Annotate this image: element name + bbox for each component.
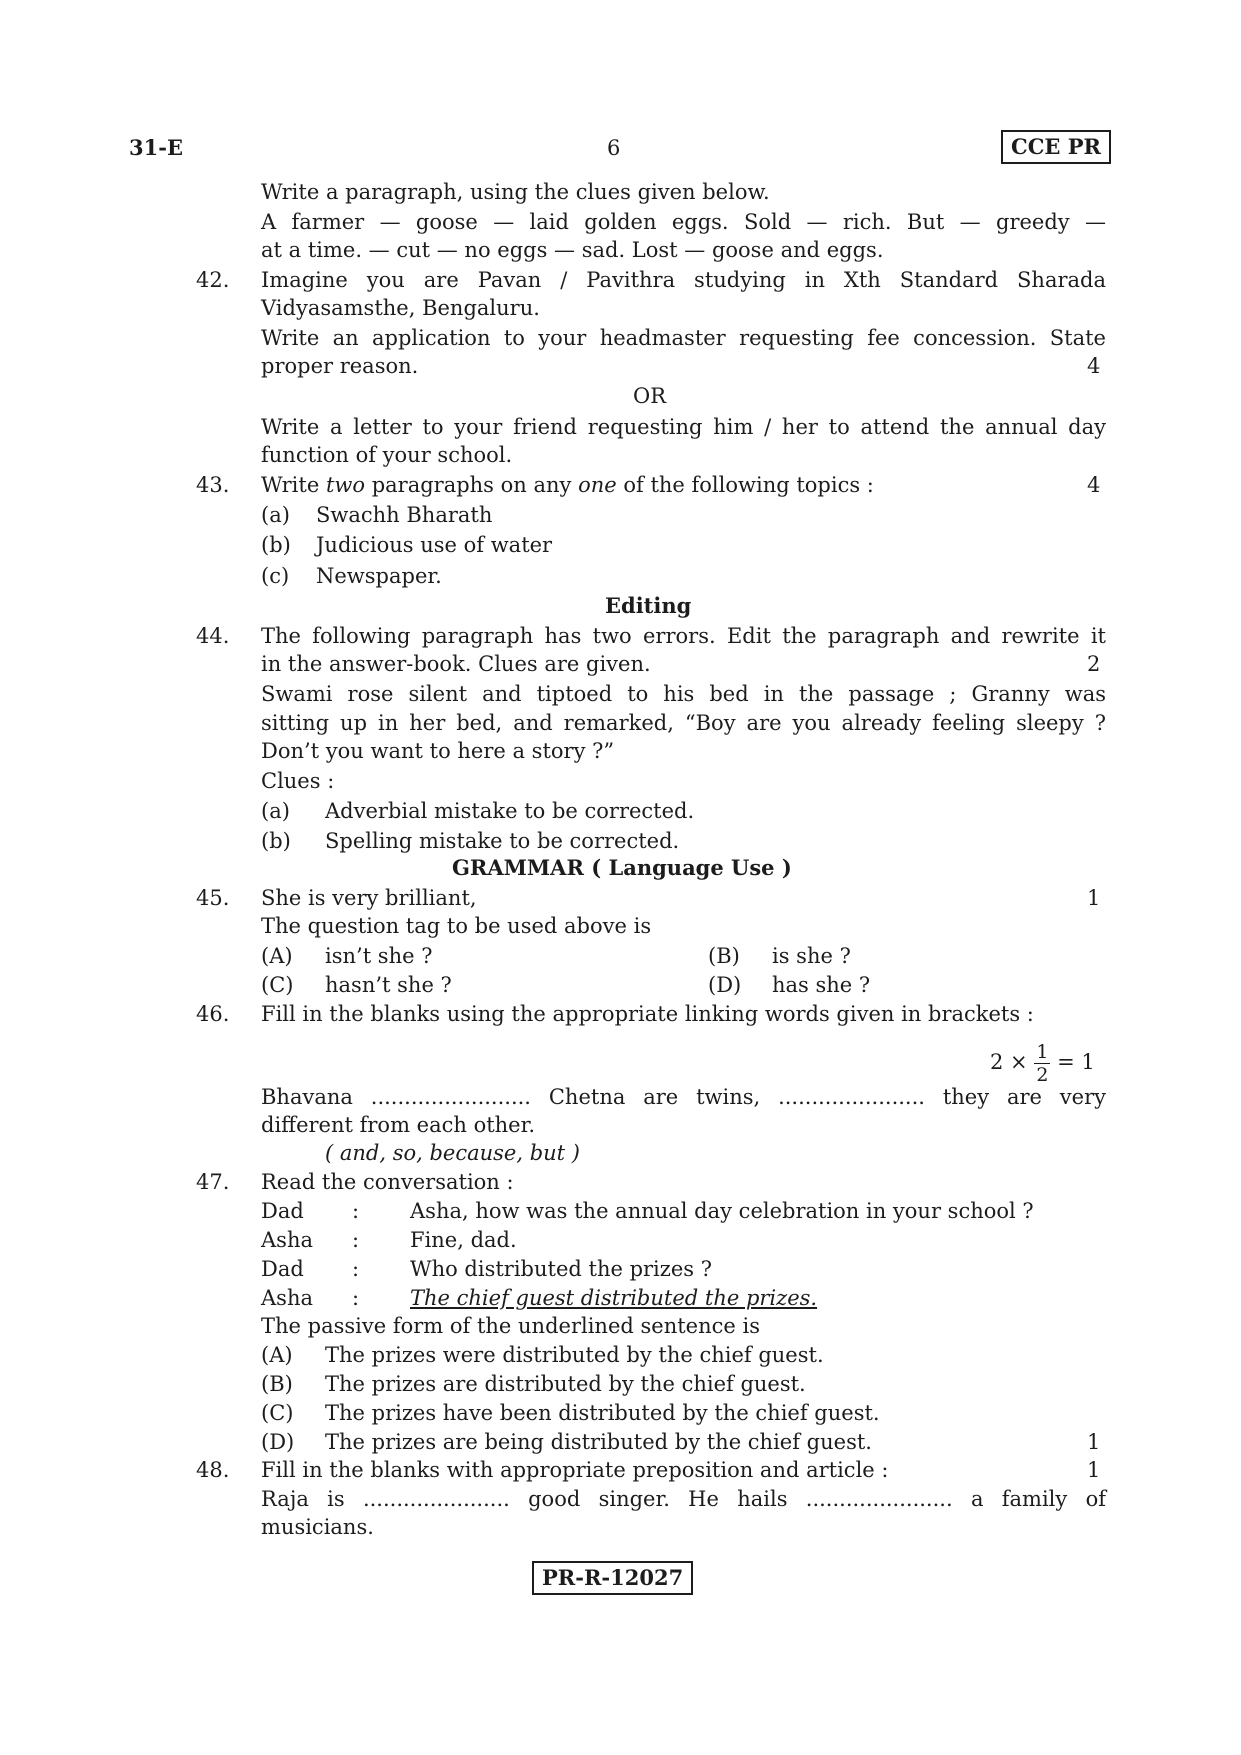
q46-line-1: Fill in the blanks using the appropriate linking words given in brackets :	[261, 1002, 1034, 1026]
q44-clue-label: (a)	[261, 799, 290, 823]
dialogue-text: Asha, how was the annual day celebration in your school ?	[410, 1199, 1034, 1223]
q44-line-5: Don’t you want to here a story ?”	[261, 739, 615, 763]
q45-marks: 1	[1087, 886, 1101, 910]
q44-line-2: in the answer-book. Clues are given.	[261, 652, 651, 676]
dialogue-colon: :	[352, 1199, 360, 1223]
q43-option-label: (b)	[261, 533, 291, 557]
dialogue-speaker: Asha	[261, 1228, 313, 1252]
q41-instruction: Write a paragraph, using the clues given below.	[261, 180, 770, 204]
q45-option-label: (B)	[708, 944, 740, 968]
q45-number: 45.	[196, 886, 230, 910]
q47-marks: 1	[1087, 1430, 1101, 1454]
q44-line-4: sitting up in her bed, and remarked, “Boy are you already feeling sleepy ?	[261, 711, 1106, 735]
q43-question: Write two paragraphs on any one of the following topics :	[261, 473, 874, 497]
q45-line-2: The question tag to be used above is	[261, 914, 652, 938]
dialogue-speaker: Dad	[261, 1199, 304, 1223]
dialogue-text-underlined: The chief guest distributed the prizes.	[410, 1286, 818, 1310]
dialogue-colon: :	[352, 1286, 360, 1310]
q47-option-text: The prizes have been distributed by the chief guest.	[325, 1401, 880, 1425]
q48-line-1: Fill in the blanks with appropriate preposition and article :	[261, 1458, 889, 1482]
q47-number: 47.	[196, 1170, 230, 1194]
q42-or: OR	[633, 384, 667, 408]
q42-line-3: Write an application to your headmaster requesting fee concession. State	[261, 326, 1106, 350]
q45-line-1: She is very brilliant,	[261, 886, 477, 910]
q43-option-text: Judicious use of water	[316, 533, 553, 557]
q45-option-label: (A)	[261, 944, 293, 968]
dialogue-speaker: Dad	[261, 1257, 304, 1281]
q44-number: 44.	[196, 624, 230, 648]
q47-option-label: (C)	[261, 1401, 294, 1425]
q47-line-1: Read the conversation :	[261, 1170, 514, 1194]
q47-option-label: (D)	[261, 1430, 295, 1454]
footer-code: PR-R-12027	[532, 1561, 693, 1595]
q45-option-text: isn’t she ?	[325, 944, 433, 968]
dialogue-text: Fine, dad.	[410, 1228, 517, 1252]
q44-marks: 2	[1087, 652, 1101, 676]
q43-marks: 4	[1087, 473, 1101, 497]
q42-line-1: Imagine you are Pavan / Pavithra studying in Xth Standard Sharada	[261, 268, 1106, 292]
q47-option-text: The prizes are distributed by the chief guest.	[325, 1372, 806, 1396]
q48-number: 48.	[196, 1458, 230, 1482]
q44-clue-label: (b)	[261, 829, 291, 853]
q42-number: 42.	[196, 268, 230, 292]
q44-clue-text: Spelling mistake to be corrected.	[325, 829, 680, 853]
q44-clue-text: Adverbial mistake to be corrected.	[325, 799, 695, 823]
q44-line-1: The following paragraph has two errors. Edit the paragraph and rewrite it	[261, 624, 1106, 648]
paper-code: 31-E	[129, 135, 183, 160]
editing-heading: Editing	[605, 593, 692, 618]
q42-marks: 4	[1087, 354, 1101, 378]
dialogue-colon: :	[352, 1228, 360, 1252]
q46-line-3: different from each other.	[261, 1113, 536, 1137]
q41-clue-line-1: A farmer — goose — laid golden eggs. Sold — rich. But — greedy —	[261, 210, 1106, 234]
q48-line-3: musicians.	[261, 1515, 374, 1539]
dialogue-text: Who distributed the prizes ?	[410, 1257, 712, 1281]
q45-option-label: (D)	[708, 973, 742, 997]
q47-line-2: The passive form of the underlined sentence is	[261, 1314, 760, 1338]
q42-line-2: Vidyasamsthe, Bengaluru.	[261, 296, 540, 320]
q43-option-text: Newspaper.	[316, 564, 442, 588]
q45-option-text: hasn’t she ?	[325, 973, 452, 997]
q42-line-6: function of your school.	[261, 443, 513, 467]
q43-option-label: (a)	[261, 503, 290, 527]
q47-option-text: The prizes are being distributed by the chief guest.	[325, 1430, 872, 1454]
q45-option-label: (C)	[261, 973, 294, 997]
dialogue-colon: :	[352, 1257, 360, 1281]
q46-number: 46.	[196, 1002, 230, 1026]
q46-marks: 2 × $\frac{1}{2}$ = 1	[990, 1041, 1095, 1086]
q47-option-text: The prizes were distributed by the chief guest.	[325, 1343, 824, 1367]
q44-line-3: Swami rose silent and tiptoed to his bed in the passage ; Granny was	[261, 682, 1106, 706]
q45-option-text: is she ?	[772, 944, 851, 968]
page-number: 6	[607, 136, 621, 160]
fraction: $\frac{1}{2}$	[1036, 1041, 1049, 1086]
q46-line-2: Bhavana ........................ Chetna are twins, ...................... they are very	[261, 1085, 1106, 1109]
q48-line-2: Raja is ...................... good singer. He hails ...................... a family of	[261, 1487, 1106, 1511]
series-badge: CCE PR	[1001, 130, 1111, 164]
q47-option-label: (A)	[261, 1343, 293, 1367]
dialogue-speaker: Asha	[261, 1286, 313, 1310]
grammar-heading: GRAMMAR ( Language Use )	[452, 855, 792, 880]
q43-option-label: (c)	[261, 564, 290, 588]
q44-clues-label: Clues :	[261, 769, 335, 793]
q43-number: 43.	[196, 473, 230, 497]
q42-line-4: proper reason.	[261, 354, 419, 378]
q46-word-bank: ( and, so, because, but )	[325, 1141, 580, 1165]
q43-option-text: Swachh Bharath	[316, 503, 493, 527]
q47-option-label: (B)	[261, 1372, 293, 1396]
q41-clue-line-2: at a time. — cut — no eggs — sad. Lost — goose and eggs.	[261, 238, 884, 262]
q42-line-5: Write a letter to your friend requesting him / her to attend the annual day	[261, 415, 1106, 439]
q48-marks: 1	[1087, 1458, 1101, 1482]
q45-option-text: has she ?	[772, 973, 871, 997]
